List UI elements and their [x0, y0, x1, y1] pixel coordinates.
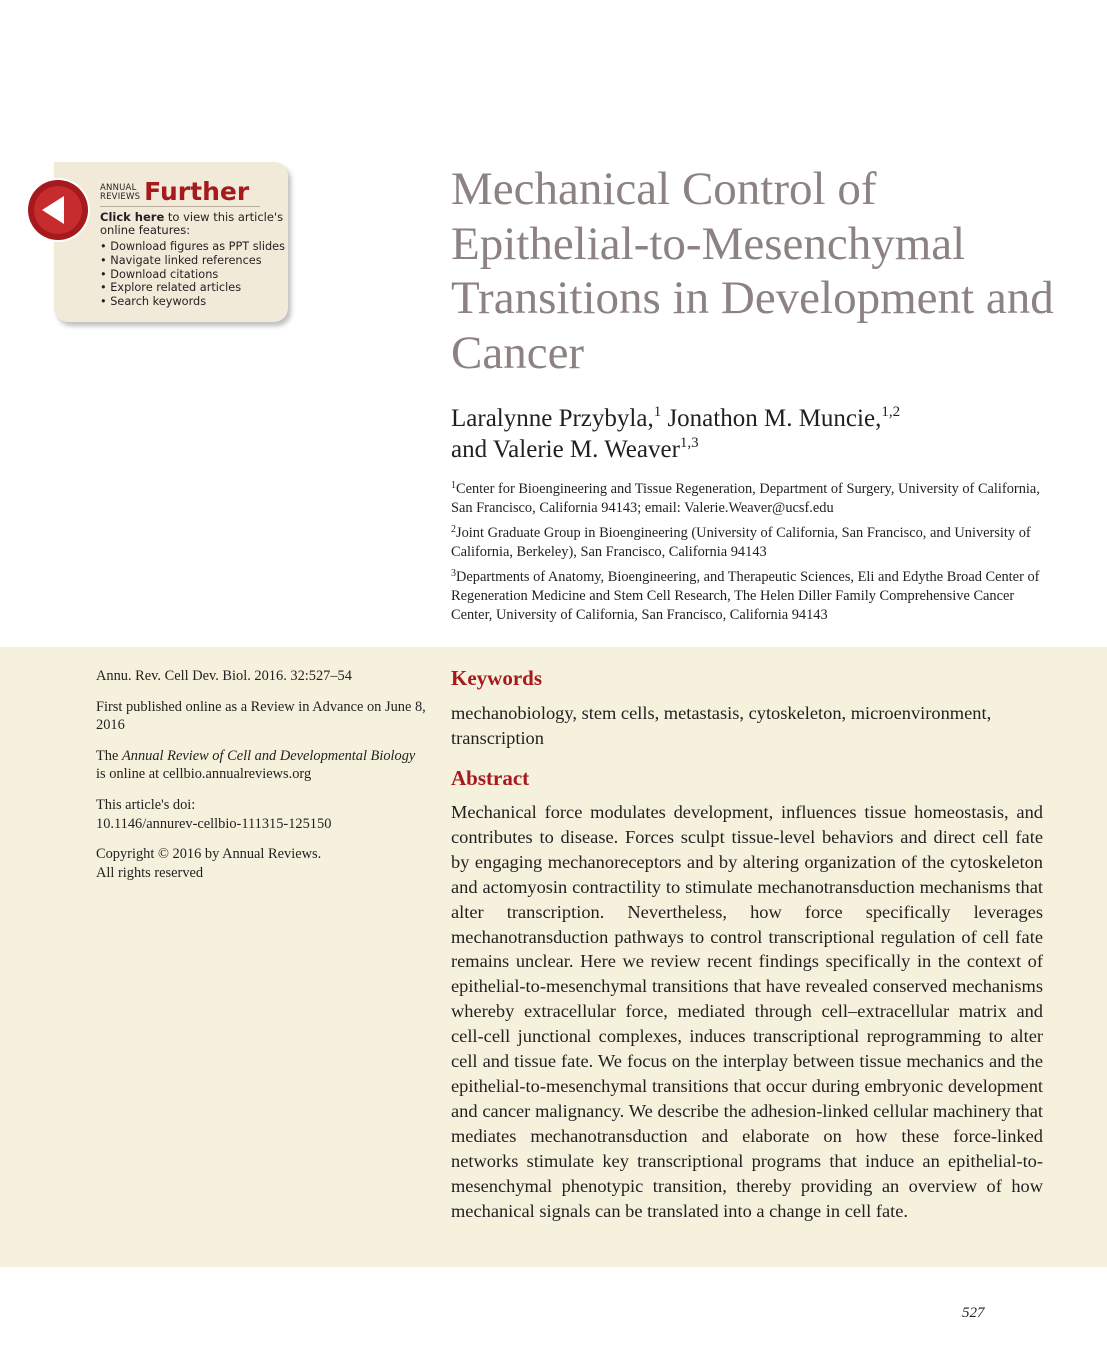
- abstract-heading: Abstract: [451, 766, 530, 790]
- further-content: [100, 176, 285, 309]
- page-number: 527: [962, 1305, 985, 1321]
- back-arrow-icon[interactable]: [25, 177, 91, 243]
- affiliation-item: [451, 480, 1041, 517]
- click-here-link[interactable]: Click here: [100, 210, 165, 224]
- copyright: Copyright © 2016 by Annual Reviews.: [96, 846, 322, 863]
- keywords-heading: Keywords: [451, 666, 542, 690]
- doi-value[interactable]: 10.1146/annurev-cellbio-111315-125150: [96, 815, 332, 832]
- brand-bottom: REVIEWS: [100, 192, 141, 202]
- keywords-text: mechanobiology, stem cells, metastasis, cytoskeleton, microenvironment, transcription: [451, 703, 992, 748]
- author-list: [451, 403, 1071, 465]
- publication-date: First published online as a Review in Advance on June 8, 2016: [96, 698, 426, 734]
- affiliation-item: [451, 524, 1041, 561]
- author-affil-mark: 1,3: [679, 435, 699, 451]
- further-title: Further: [144, 177, 250, 206]
- journal-info: [96, 747, 426, 784]
- further-item-related-articles[interactable]: • Explore related articles: [100, 281, 285, 295]
- author-name: Laralynne Przybyla,: [451, 405, 654, 432]
- author-affil-mark: 1: [653, 404, 662, 420]
- further-click-text[interactable]: [100, 211, 285, 237]
- affiliation-text: Joint Graduate Group in Bioengineering (University of California, San Francisco, and University of California, Berkeley), San Francisco, California 94143: [451, 525, 1031, 560]
- article-title: Mechanical Control of Epithelial-to-Mesenchymal Transitions in Development and Cancer: [451, 163, 1054, 379]
- affiliation-text: Center for Bioengineering and Tissue Regeneration, Department of Surgery, University of California, San Francisco, California 94143; email: Valerie.Weaver@ucsf.edu: [451, 481, 1040, 516]
- journal-url[interactable]: is online at cellbio.annualreviews.org: [96, 766, 312, 783]
- further-brand: [100, 176, 285, 204]
- copyright-block: [96, 845, 426, 882]
- doi-label: This article's doi:: [96, 796, 196, 813]
- affiliation-text: Departments of Anatomy, Bioengineering, and Therapeutic Sciences, Eli and Edythe Broad Center of Regeneration Medicine and Stem Cell Research, The Helen Diller Family Comprehensive Cancer Center, University of California, San Francisco, California 94143: [451, 569, 1040, 623]
- affiliation-number: 3: [451, 568, 456, 580]
- article-meta: [96, 667, 426, 894]
- further-divider: [100, 206, 260, 207]
- doi-block: [96, 796, 426, 833]
- annual-reviews-logo: [100, 184, 140, 204]
- further-item-download-figures[interactable]: • Download figures as PPT slides: [100, 240, 285, 254]
- author-name: and Valerie M. Weaver: [451, 436, 680, 463]
- abstract-text: Mechanical force modulates development, influences tissue homeostasis, and contributes to disease. Forces sculpt tissue-level behaviors and direct cell fate by engaging mechanoreceptors and by altering organization of the cytoskeleton and actomyosin contractility to stimulate mechanotransduction mechanisms that alter transcription. Nevertheless, how force specifically leverages mechanotransduction pathways to control transcriptional regulation of cell fate remains unclear. Here we review recent findings specifically in the context of epithelial-to-mesenchymal transitions that have revealed conserved mechanisms whereby extracellular force, mediated through cell–extracellular matrix and cell-cell junctional complexes, induces transcriptional reprogramming to alter cell and tissue fate. We focus on the interplay between tissue mechanics and the epithelial-to-mesenchymal transitions that occur during embryonic development and cancer malignancy. We describe the adhesion-linked cellular machinery that mediates mechanotransduction and elaborate on how these force-linked networks stimulate key transcriptional programs that induce an epithelial-to-mesenchymal phenotypic transition, thereby providing an overview of how mechanical signals can be translated into a change in cell fate.: [451, 802, 1043, 1221]
- citation: Annu. Rev. Cell Dev. Biol. 2016. 32:527–54: [96, 668, 352, 684]
- journal-name: Annual Review of Cell and Developmental Biology: [121, 747, 416, 764]
- journal-prefix: The: [96, 747, 122, 764]
- brand-top: ANNUAL: [100, 183, 137, 193]
- affiliation-item: [451, 568, 1041, 624]
- further-item-download-citations[interactable]: • Download citations: [100, 268, 285, 282]
- author-name: Jonathon M. Muncie,: [667, 405, 882, 432]
- affiliation-number: 2: [451, 524, 456, 536]
- affiliations: [451, 480, 1041, 631]
- rights: All rights reserved: [96, 864, 204, 881]
- affiliation-number: 1: [451, 480, 456, 491]
- click-here-rest: to view this article's online features:: [100, 210, 284, 237]
- author-affil-mark: 1,2: [881, 404, 901, 420]
- further-item-linked-references[interactable]: • Navigate linked references: [100, 254, 285, 268]
- further-list: [100, 240, 285, 309]
- further-item-search-keywords[interactable]: • Search keywords: [100, 295, 285, 309]
